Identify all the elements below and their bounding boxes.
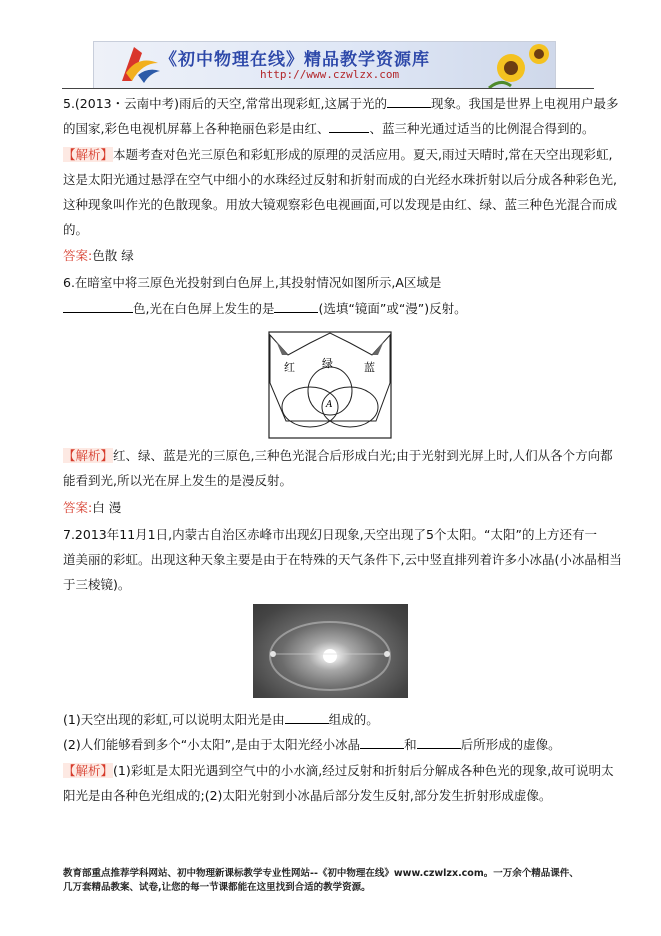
banner-title: 《初中物理在线》精品教学资源库 (160, 50, 430, 70)
header-banner (93, 41, 556, 89)
q5-blank-1[interactable] (387, 94, 431, 108)
analysis-text: 红、绿、蓝是光的三原色,三种色光混合后形成白光;由于光射到光屏上时,人们从各个方向都 (113, 448, 613, 463)
q6-answer (63, 499, 121, 517)
q5-stem-line1 (63, 94, 618, 113)
answer-label: 答案: (63, 248, 93, 263)
q7-sub1 (63, 710, 379, 729)
footer-line2: 几万套精品教案、试卷,让您的每一节课都能在这里找到合适的教学资源。 (63, 882, 371, 893)
q5-text: 5.(2013・云南中考)雨后的天空,常常出现彩虹,这属于光的 (63, 96, 387, 111)
primary-colors-figure (268, 331, 392, 439)
analysis-text: 本题考查对色光三原色和彩虹形成的原理的灵活应用。夏天,雨过天晴时,常在天空出现彩虹, (113, 147, 613, 162)
q7-blank-3[interactable] (417, 735, 461, 749)
sunflower-icon (481, 42, 551, 88)
q5-analysis-line2: 这是太阳光通过悬浮在空气中细小的水珠经过反射和折射而成的白光经水珠折射以后分成各种彩色光, (63, 172, 617, 187)
analysis-tag: 【解析】 (63, 448, 114, 463)
q7-stem-line3: 于三棱镜)。 (63, 577, 131, 592)
q5-text: 的国家,彩色电视机屏幕上各种艳丽色彩是由红、 (63, 121, 330, 136)
site-logo-icon (112, 45, 162, 85)
footer-line1: 教育部重点推荐学科网站、初中物理新课标教学专业性网站--《初中物理在线》www.czwlzx.com。一万余个精品课件、 (63, 868, 579, 879)
q7-blank-2[interactable] (360, 735, 404, 749)
q7-text: 后所形成的虚像。 (460, 737, 561, 752)
q5-text: 、蓝三种光通过适当的比例混合得到的。 (369, 121, 595, 136)
q6-text: 色,光在白色屏上发生的是 (133, 301, 275, 316)
q6-analysis-line2: 能看到光,所以光在屏上发生的是漫反射。 (63, 473, 292, 488)
q7-text: 和 (404, 737, 417, 752)
q7-text: (1)天空出现的彩虹,可以说明太阳光是由 (63, 712, 285, 727)
q5-analysis-line1 (63, 146, 612, 164)
q6-analysis-line1 (63, 447, 613, 465)
analysis-tag: 【解析】 (63, 147, 114, 162)
q7-analysis-line1 (63, 762, 614, 780)
q5-stem-line2 (63, 119, 595, 138)
label-blue: 蓝 (364, 361, 375, 374)
q5-answer (63, 247, 134, 265)
parhelion-glow-icon (253, 604, 408, 698)
q7-text: 组成的。 (328, 712, 379, 727)
label-red: 红 (284, 361, 295, 374)
q5-text: 现象。我国是世界上电视用户最多 (430, 96, 619, 111)
answer-text: 白 漫 (92, 500, 122, 515)
q7-blank-1[interactable] (285, 710, 329, 724)
answer-text: 色散 绿 (92, 248, 134, 263)
q5-analysis-line3: 这种现象叫作光的色散现象。用放大镜观察彩色电视画面,可以发现是由红、绿、蓝三种色光混合而成 (63, 197, 617, 212)
q6-blank-2[interactable] (274, 299, 318, 313)
q7-stem-line1: 7.2013年11月1日,内蒙古自治区赤峰市出现幻日现象,天空出现了5个太阳。“太阳”的上方还有一 (63, 527, 597, 542)
q6-stem-line2 (63, 299, 467, 318)
q7-sub2 (63, 735, 561, 754)
q6-blank-1[interactable] (63, 299, 133, 313)
q6-stem-line1: 6.在暗室中将三原色光投射到白色屏上,其投射情况如图所示,A区域是 (63, 275, 442, 290)
label-green: 绿 (322, 357, 333, 370)
q7-stem-line2: 道美丽的彩虹。出现这种天象主要是由于在特殊的天气条件下,云中竖直排列着许多小冰晶(小冰晶相当 (63, 552, 622, 567)
answer-label: 答案: (63, 500, 93, 515)
label-A: A (326, 400, 333, 410)
banner-url[interactable]: http://www.czwlzx.com (260, 68, 400, 81)
q5-analysis-line4: 的。 (63, 222, 89, 237)
q6-text: (选填“镜面”或“漫”)反射。 (318, 301, 467, 316)
q7-analysis-line2: 阳光是由各种色光组成的;(2)太阳光射到小冰晶后部分发生反射,部分发生折射形成虚像。 (63, 788, 552, 803)
analysis-text: (1)彩虹是太阳光遇到空气中的小水滴,经过反射和折射后分解成各种色光的现象,故可说明太 (113, 763, 614, 778)
parhelion-photo (253, 604, 408, 698)
analysis-tag: 【解析】 (63, 763, 114, 778)
header-divider (62, 88, 594, 89)
q7-text: (2)人们能够看到多个“小太阳”,是由于太阳光经小冰晶 (63, 737, 361, 752)
q5-blank-2[interactable] (329, 119, 369, 133)
